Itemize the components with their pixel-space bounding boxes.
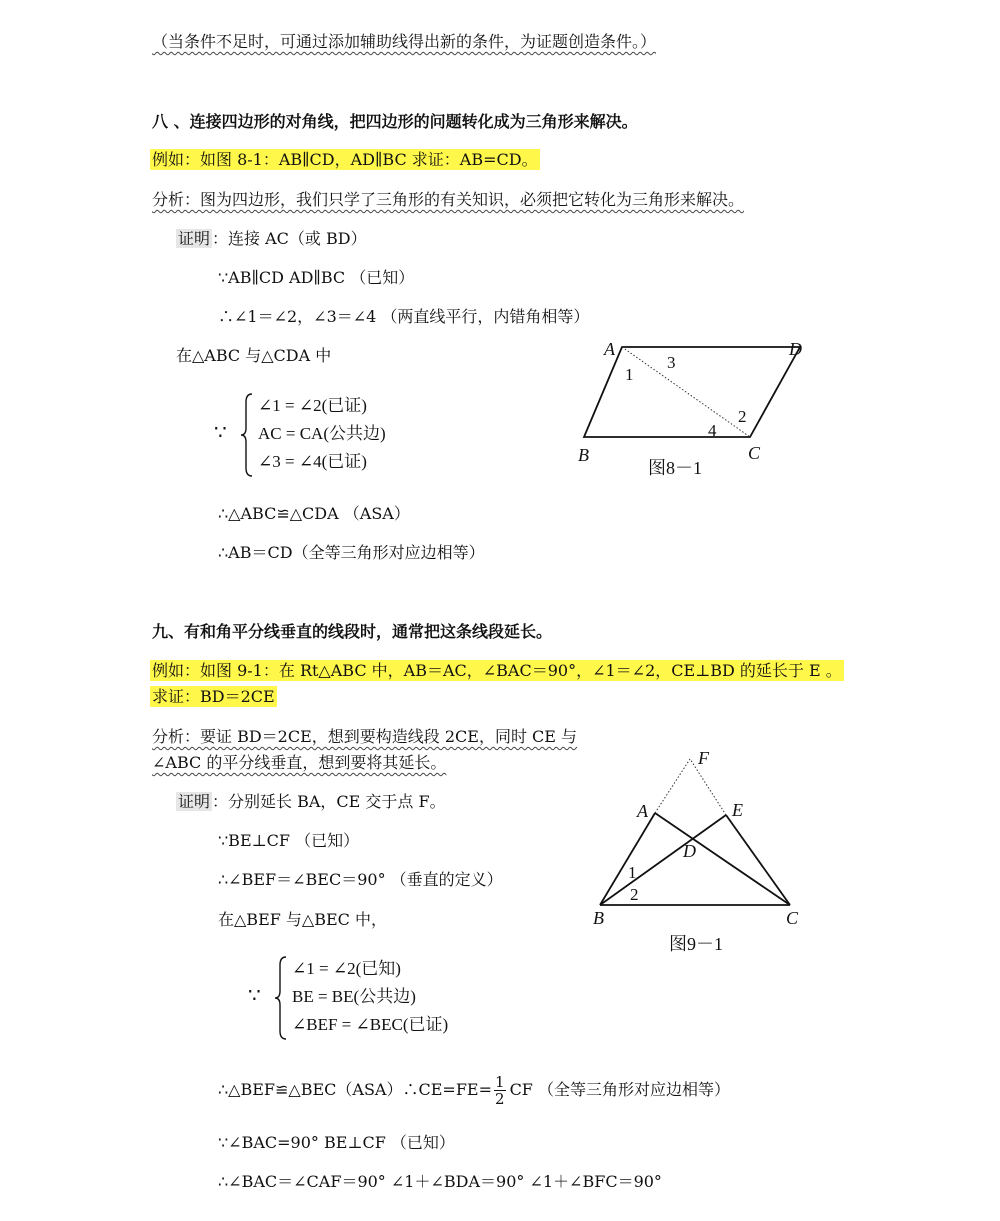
label-f: F [698,748,709,768]
section9-brace-row-1: ∠1 = ∠2(已知) [292,959,401,978]
section9-example-line2-text: 求证：BD＝2CE [152,687,275,706]
label-e: E [732,800,743,820]
section8-brace-row-3: ∠3 = ∠4(已证) [258,452,367,471]
section8-step2: ∴∠1＝∠2，∠3＝∠4 （两直线平行，内错角相等） [218,307,590,326]
section9-because-symbol: ∵ [248,983,261,1007]
section8-because-symbol: ∵ [214,420,227,444]
figure-8-1 [570,335,820,480]
angle-label-1: 1 [625,365,634,384]
section8-brace-row-2: AC = CA(公共边) [258,424,386,443]
figure-9-1 [585,745,815,955]
angle-label-1-fig9: 1 [628,863,637,882]
parallelogram-abcd [584,347,800,437]
diagonal-ac [622,347,750,437]
label-b: B [578,445,589,465]
section9-step2: ∴∠BEF＝∠BEC＝90° （垂直的定义） [218,870,503,889]
angle-label-2-fig9: 2 [630,885,639,904]
section9-example-line1-text: 例如：如图 9-1：在 Rt△ABC 中，AB＝AC，∠BAC＝90°，∠1＝∠2，CE⊥BD 的延长于 E 。 [152,661,842,680]
intro-note: （当条件不足时，可通过添加辅助线得出新的条件，为证题创造条件。） [152,32,657,51]
label-b9: B [593,908,604,928]
fraction-numerator: 1 [495,1073,505,1091]
section9-brace-row-3: ∠BEF = ∠BEC(已证) [292,1015,449,1034]
label-a: A [604,339,615,359]
section8-heading: 八 、连接四边形的对角线，把四边形的问题转化成为三角形来解决。 [152,112,638,131]
label-c: C [748,443,761,463]
section9-brace [274,955,288,1041]
section9-step6: ∴∠BAC＝∠CAF＝90° ∠1＋∠BDA＝90° ∠1＋∠BFC＝90° [218,1172,662,1191]
section8-brace-rows [258,392,386,476]
segment-be [600,815,726,905]
section8-example-text: 例如：如图 8-1：AB∥CD，AD∥BC 求证：AB=CD。 [152,150,538,169]
section9-step4 [218,1072,730,1108]
section9-analysis-line1: 分析：要证 BD＝2CE，想到要构造线段 2CE，同时 CE 与 [152,727,578,746]
section9-brace-row-2: BE = BE(公共边) [292,987,416,1006]
segment-ec [726,815,790,905]
angle-label-3: 3 [667,353,676,372]
section8-brace [240,392,254,478]
fraction-denominator: 2 [495,1090,505,1108]
angle-label-4: 4 [708,421,717,440]
section8-example [150,150,540,170]
section9-heading: 九、有和角平分线垂直的线段时，通常把这条线段延长。 [152,622,553,641]
section9-example-line1 [150,661,844,681]
section8-step3: 在△ABC 与△CDA 中 [176,346,332,365]
section8-step5: ∴AB＝CD（全等三角形对应边相等） [218,543,485,562]
section8-step4: ∴△ABC≌△CDA （ASA） [218,504,410,523]
section9-step4b: CF （全等三角形对应边相等） [509,1080,730,1099]
section9-proof-start [176,792,446,812]
section8-proof-start [176,229,367,249]
section8-proof-label: 证明 [178,229,211,248]
extension-af [655,759,690,813]
label-c9: C [786,908,799,928]
label-d: D [789,339,802,359]
section9-brace-rows [292,955,448,1039]
section9-step3: 在△BEF 与△BEC 中， [218,910,388,929]
segment-ba [600,813,655,905]
section9-analysis-line2: ∠ABC 的平分线垂直，想到要将其延长。 [152,753,447,772]
section8-analysis: 分析：图为四边形，我们只学了三角形的有关知识，必须把它转化为三角形来解决。 [152,190,745,209]
figure-9-1-caption: 图9－1 [669,934,723,954]
section9-step1: ∵BE⊥CF （已知） [218,831,360,850]
section8-brace-row-1: ∠1 = ∠2(已证) [258,396,367,415]
section9-step4a: ∴△BEF≌△BEC（ASA）∴CE=FE= [218,1080,493,1099]
section8-step1: ∵AB∥CD AD∥BC （已知） [218,268,415,287]
segment-ac [655,813,790,905]
section8-brace-group [214,392,434,478]
fraction-one-half [494,1074,506,1107]
section8-proof-first: ：连接 AC（或 BD） [212,229,367,248]
section9-proof-first: ：分别延长 BA，CE 交于点 F。 [212,792,446,811]
section9-step5: ∵∠BAC=90° BE⊥CF （已知） [218,1133,455,1152]
figure-8-1-caption: 图8－1 [648,458,702,478]
angle-label-2: 2 [738,407,747,426]
label-d9: D [683,841,696,861]
section9-proof-label: 证明 [178,792,211,811]
section9-example-line2 [150,687,277,707]
label-a9: A [637,801,648,821]
section9-brace-group [248,955,478,1041]
